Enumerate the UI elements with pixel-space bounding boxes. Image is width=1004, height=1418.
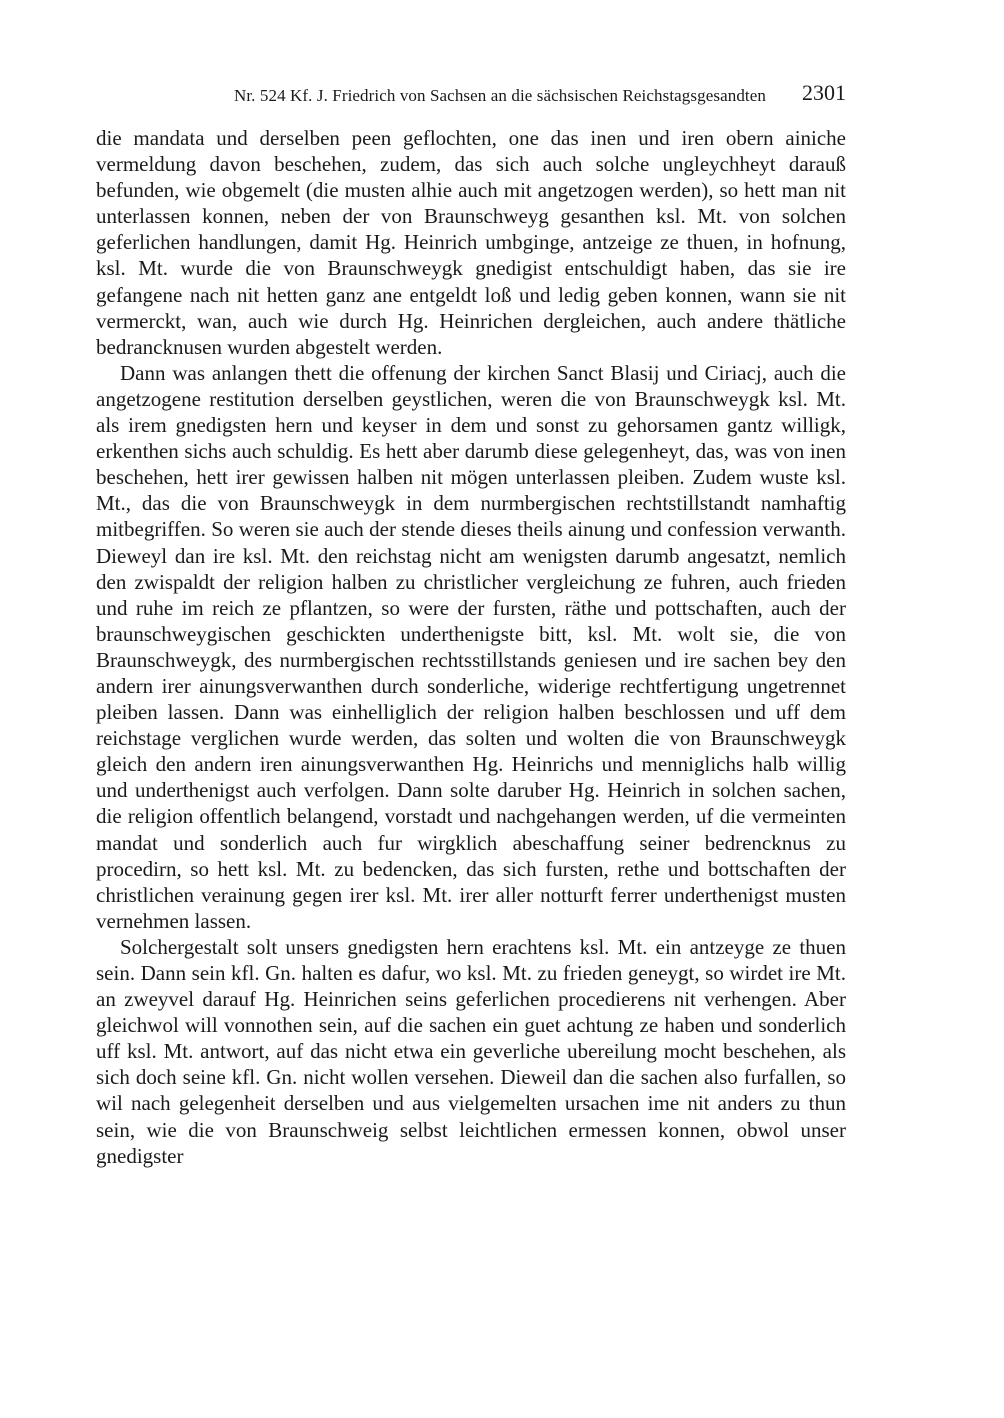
paragraph-continued: die mandata und derselben peen geflochten, one das inen und iren obern ainiche vermeldung davon beschehen, zudem, das sich auch solche ungleychheyt darauß befunden, wie obgemelt (die musten alhie auch mit angetzogen werden), so hett man nit unterlassen konnen, neben der von Braunschweyg gesanthen ksl. Mt. von solchen geferlichen handlungen, damit Hg. Heinrich umbginge, antzeige ze thuen, in hofnung, ksl. Mt. wurde die von Braunschweygk gnedigist entschuldigt haben, das sie ire gefangene nach nit hetten ganz ane entgeldt loß und ledig geben konnen, wann sie nit vermerckt, wan, auch wie durch Hg. Heinrichen dergleichen, auch andere thätliche bedrancknusen wurden abgestelt werden. [96, 126, 846, 359]
paragraph-antzeyge: Solchergestalt solt unsers gnedigsten hern erachtens ksl. Mt. ein antzeyge ze thuen sein. Dann sein kfl. Gn. halten es dafur, wo ksl. Mt. zu frieden geneygt, so wirdet ire Mt. an zweyvel darauf Hg. Heinrichen seins geferlichen procedierens nit verhengen. Aber gleichwol will vonnothen sein, auf die sachen ein guet achtung ze haben und sonderlich uff ksl. Mt. antwort, auf das nicht etwa ein geverliche ubereilung mocht beschehen, als sich doch seine kfl. Gn. nicht wollen versehen. Dieweil dan die sachen also furfallen, so wil nach gelegenheit derselben und aus vielgemelten ursachen ime nit anders zu thun sein, wie die von Braunschweig selbst leichtlichen ermessen konnen, obwol unser gnedigster [96, 934, 846, 1168]
page-number: 2301 [802, 80, 846, 105]
paragraph-kirchen: Dann was anlangen thett die offenung der kirchen Sanct Blasij und Ciriacj, auch die angetzogene restitution derselben geystlichen, weren die von Braunschweygk ksl. Mt. als irem gnedigsten hern und keyser in dem und sonst zu gehorsamen gantz willigk, erkenthen sichs auch schuldig. Es hett aber darumb diese gelegenheyt, das, was von inen beschehen, hett irer gewissen halben nit mögen unterlassen pleiben. Zudem wuste ksl. Mt., das die von Braunschweygk in dem nurmbergischen rechtstillstandt namhaftig mitbegriffen. So weren sie auch der stende dieses theils ainung und confession verwanth. Dieweyl dan ire ksl. Mt. den reichstag nicht am wenigsten darumb angesatzt, nemlich den zwispaldt der religion halben zu christlicher vergleichung ze fuhren, auch frieden und ruhe im reich ze pflantzen, so were der fursten, räthe und pottschaften, auch der braunschweygischen geschickten underthenigste bitt, ksl. Mt. wolt sie, die von Braunschweygk, des nurmbergischen rechtsstillstands geniesen und ire sachen bey den andern irer ainungsverwanthen durch sonderliche, widerige rechtfertigung ungetrennet pleiben lassen. Dann was einhelliglich der religion halben beschlossen und uff dem reichstage verglichen wurde werden, das solten und wolten die von Braunschweygk gleich den andern iren ainungsverwanthen Hg. Heinrichs und menniglichs halb willig und underthenigst auch verfolgen. Dann solte daruber Hg. Heinrich in solchen sachen, die religion offentlich belangend, vorstadt und nachgehangen werden, uf die vermeinten mandat und sonderlich auch fur wirgklich abeschaffung seiner bedrencknus zu procedirn, so hett ksl. Mt. zu bedencken, das sich fursten, rethe und bottschaften der christlichen verainung gegen irer ksl. Mt. irer aller notturft ferrer underthenigst musten vernehmen lassen. [96, 360, 846, 933]
running-head [96, 80, 846, 110]
body-text [96, 125, 846, 1169]
running-title: Nr. 524 Kf. J. Friedrich von Sachsen an die sächsischen Reichstagsgesandten [233, 86, 766, 105]
